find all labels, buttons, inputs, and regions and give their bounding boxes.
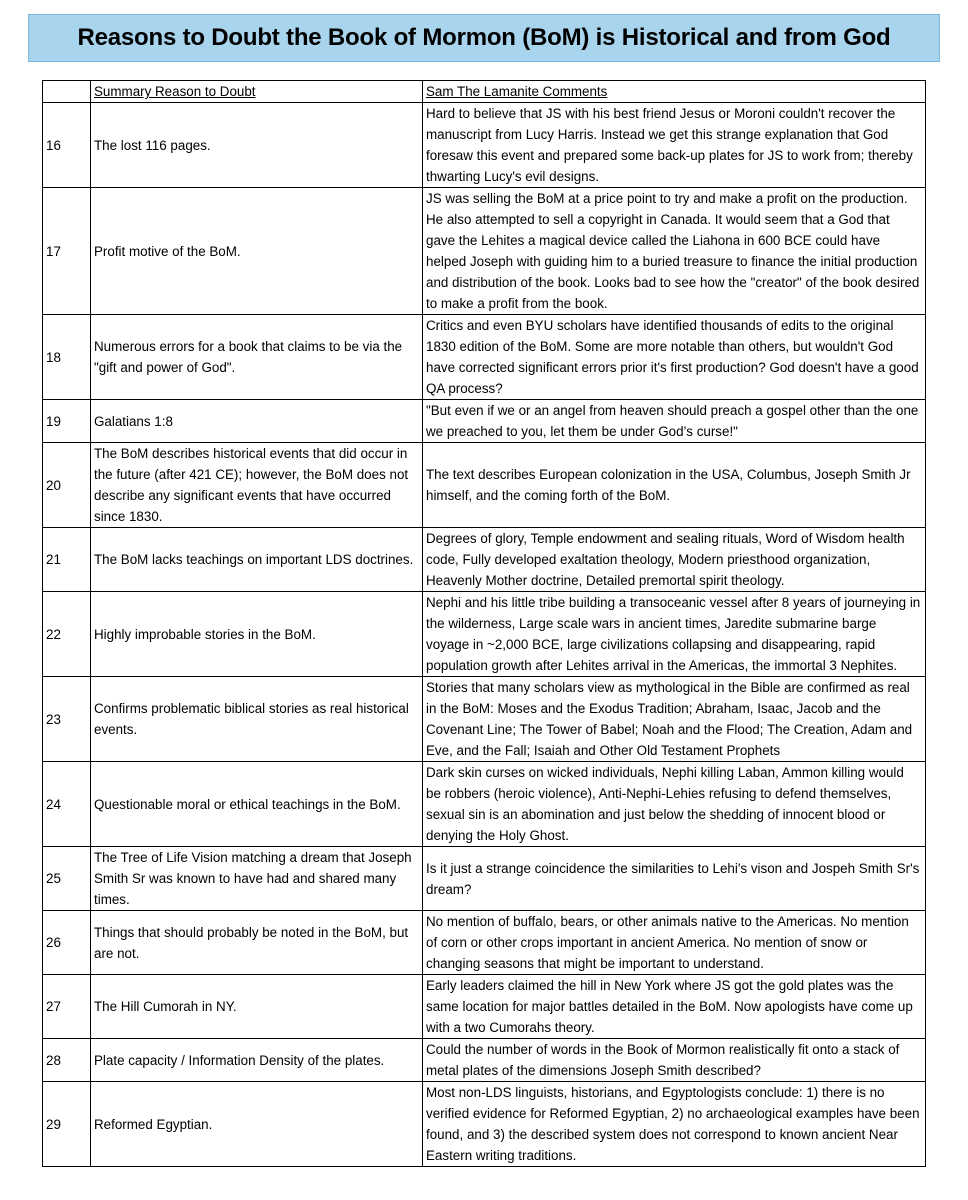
row-reason: Reformed Egyptian. (91, 1082, 423, 1167)
table-row (43, 1039, 926, 1082)
row-comment: Dark skin curses on wicked individuals, Nephi killing Laban, Ammon killing would be robbers (heroic violence), Anti-Nephi-Lehies refusing to defend themselves, sexual sin is an abomination and just below the shedding of innocent blood or denying the Holy Ghost. (423, 762, 926, 847)
row-reason: The lost 116 pages. (91, 103, 423, 188)
row-number: 22 (43, 592, 91, 677)
row-number: 17 (43, 188, 91, 315)
row-comment: Stories that many scholars view as mythological in the Bible are confirmed as real in the BoM: Moses and the Exodus Tradition; Abraham, Isaac, Jacob and the Covenant Line; The Tower of Babel; Noah and the Flood; The Creation, Adam and Eve, and the Fall; Isaiah and Other Old Testament Prophets (423, 677, 926, 762)
row-reason: Confirms problematic biblical stories as real historical events. (91, 677, 423, 762)
table-row (43, 975, 926, 1039)
header-number (43, 81, 91, 103)
row-number: 20 (43, 443, 91, 528)
row-number: 29 (43, 1082, 91, 1167)
table-row (43, 400, 926, 443)
row-comment: Degrees of glory, Temple endowment and sealing rituals, Word of Wisdom health code, Fully developed exaltation theology, Modern priesthood organization, Heavenly Mother doctrine, Detailed premortal spirit theology. (423, 528, 926, 592)
table-row (43, 443, 926, 528)
row-number: 27 (43, 975, 91, 1039)
table-row (43, 1082, 926, 1167)
row-comment: Nephi and his little tribe building a transoceanic vessel after 8 years of journeying in the wilderness, Large scale wars in ancient times, Jaredite submarine barge voyage in ~2,000 BCE, large civilizations collapsing and disappearing, rapid population growth after Lehites arrival in the Americas, the immortal 3 Nephites. (423, 592, 926, 677)
row-reason: The BoM lacks teachings on important LDS doctrines. (91, 528, 423, 592)
reasons-table (42, 80, 926, 1167)
header-reason-label: Summary Reason to Doubt (94, 84, 256, 99)
table-row (43, 188, 926, 315)
title-banner (28, 14, 940, 62)
row-number: 28 (43, 1039, 91, 1082)
table-body (43, 103, 926, 1167)
row-number: 21 (43, 528, 91, 592)
row-comment: Hard to believe that JS with his best friend Jesus or Moroni couldn't recover the manuscript from Lucy Harris. Instead we get this strange explanation that God foresaw this event and prepared some back-up plates for JS to work from; thereby thwarting Lucy's evil designs. (423, 103, 926, 188)
row-comment: Early leaders claimed the hill in New York where JS got the gold plates was the same location for major battles detailed in the BoM. Now apologists have come up with a two Cumorahs theory. (423, 975, 926, 1039)
row-number: 18 (43, 315, 91, 400)
row-number: 16 (43, 103, 91, 188)
row-comment: No mention of buffalo, bears, or other animals native to the Americas. No mention of corn or other crops important in ancient America. No mention of snow or changing seasons that might be important to understand. (423, 911, 926, 975)
row-reason: Highly improbable stories in the BoM. (91, 592, 423, 677)
row-comment: The text describes European colonization in the USA, Columbus, Joseph Smith Jr himself, and the coming forth of the BoM. (423, 443, 926, 528)
row-number: 25 (43, 847, 91, 911)
row-number: 23 (43, 677, 91, 762)
row-reason: Profit motive of the BoM. (91, 188, 423, 315)
page-title: Reasons to Doubt the Book of Mormon (BoM) is Historical and from God (77, 24, 891, 51)
row-reason: The Tree of Life Vision matching a dream that Joseph Smith Sr was known to have had and shared many times. (91, 847, 423, 911)
row-comment: Critics and even BYU scholars have identified thousands of edits to the original 1830 edition of the BoM. Some are more notable than others, but wouldn't God have corrected significant errors prior it's first production? God doesn't have a good QA process? (423, 315, 926, 400)
row-number: 19 (43, 400, 91, 443)
table-row (43, 762, 926, 847)
table-row (43, 677, 926, 762)
row-reason: Numerous errors for a book that claims to be via the "gift and power of God". (91, 315, 423, 400)
header-reason (91, 81, 423, 103)
row-number: 24 (43, 762, 91, 847)
row-reason: The Hill Cumorah in NY. (91, 975, 423, 1039)
row-reason: Plate capacity / Information Density of the plates. (91, 1039, 423, 1082)
row-reason: Galatians 1:8 (91, 400, 423, 443)
row-comment: Most non-LDS linguists, historians, and Egyptologists conclude: 1) there is no verified evidence for Reformed Egyptian, 2) no archaeological examples have been found, and 3) the described system does not correspond to known ancient Near Eastern writing traditions. (423, 1082, 926, 1167)
row-reason: The BoM describes historical events that did occur in the future (after 421 CE); however, the BoM does not describe any significant events that have occurred since 1830. (91, 443, 423, 528)
table-row (43, 528, 926, 592)
header-row (43, 81, 926, 103)
row-comment: "But even if we or an angel from heaven should preach a gospel other than the one we preached to you, let them be under God’s curse!" (423, 400, 926, 443)
row-number: 26 (43, 911, 91, 975)
table-row (43, 911, 926, 975)
header-comment-label: Sam The Lamanite Comments (426, 84, 608, 99)
table-row (43, 847, 926, 911)
header-comment (423, 81, 926, 103)
row-reason: Questionable moral or ethical teachings in the BoM. (91, 762, 423, 847)
row-reason: Things that should probably be noted in the BoM, but are not. (91, 911, 423, 975)
row-comment: JS was selling the BoM at a price point to try and make a profit on the production. He also attempted to sell a copyright in Canada. It would seem that a God that gave the Lehites a magical device called the Liahona in 600 BCE could have helped Joseph with guiding him to a buried treasure to finance the initial production and distribution of the book. Looks bad to see how the "creator" of the book desired to make a profit from the book. (423, 188, 926, 315)
table-row (43, 103, 926, 188)
row-comment: Is it just a strange coincidence the similarities to Lehi's vison and Jospeh Smith Sr's dream? (423, 847, 926, 911)
table-row (43, 592, 926, 677)
row-comment: Could the number of words in the Book of Mormon realistically fit onto a stack of metal plates of the dimensions Joseph Smith described? (423, 1039, 926, 1082)
table-row (43, 315, 926, 400)
